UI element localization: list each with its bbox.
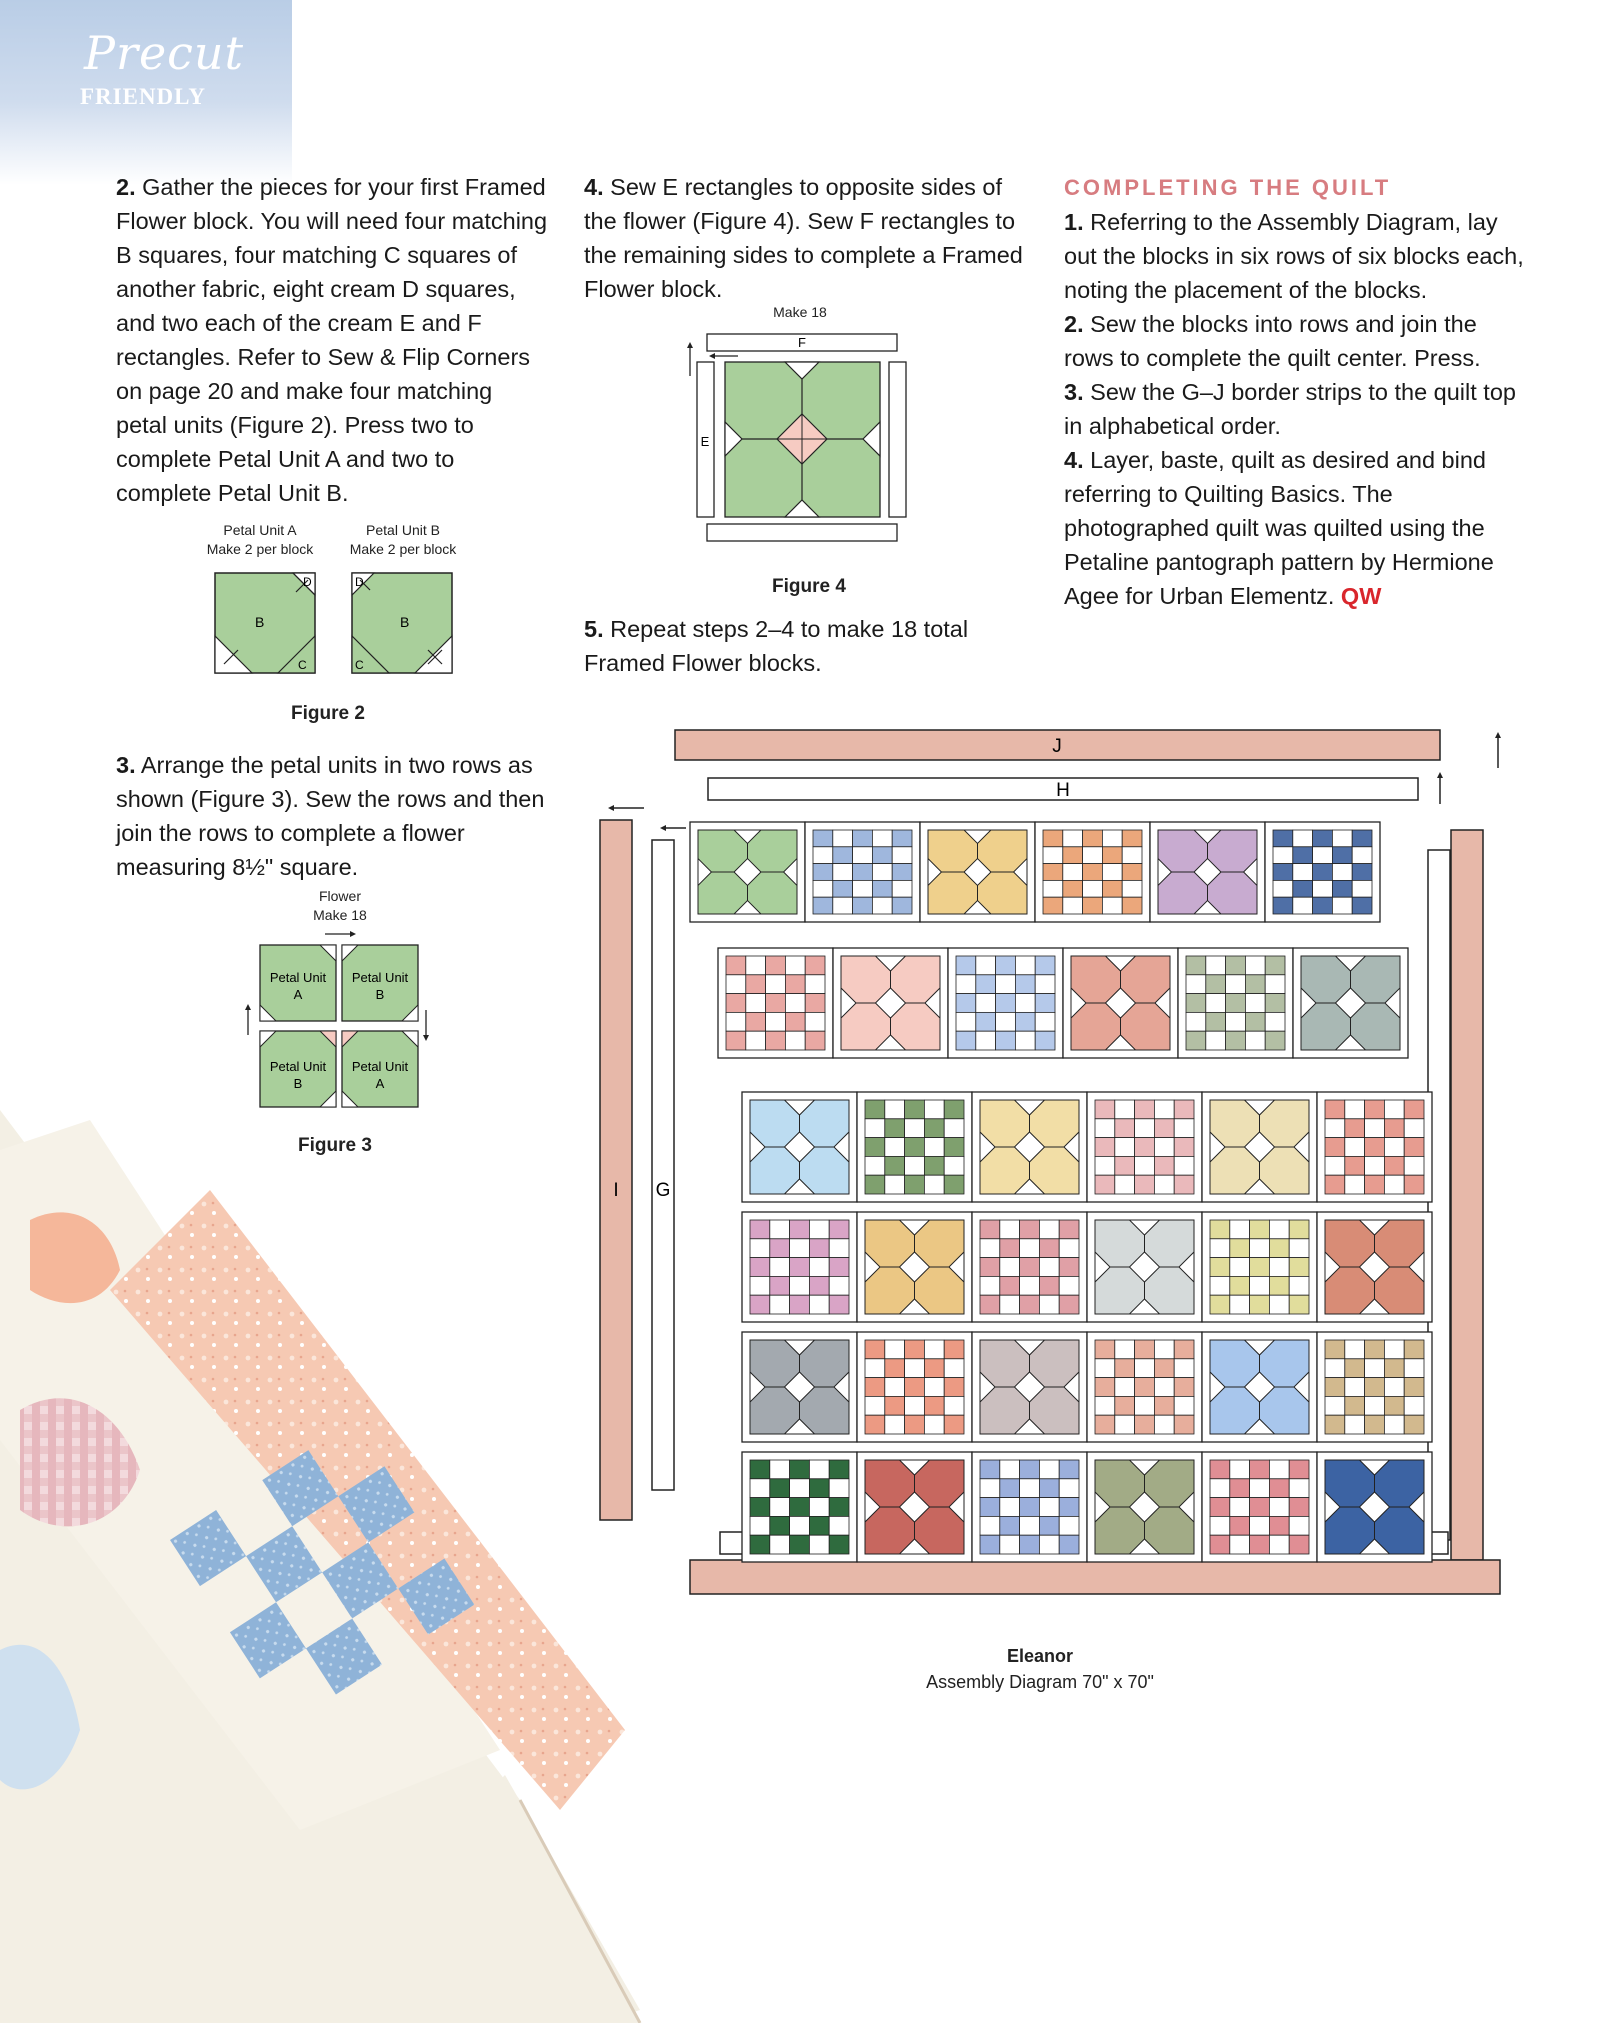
block-nine-patch xyxy=(1202,1212,1317,1322)
c-step-4-text: Layer, baste, quilt as desired and bind referring to Quilting Basics. The photographed quilt was quilted using the Petaline pantograph pattern by Hermione Agee for Urban Elementz. xyxy=(1064,447,1494,609)
fig2-unit-b-title: Petal Unit B xyxy=(366,522,440,538)
border-i-left xyxy=(600,820,632,1520)
fig4-label-e: E xyxy=(700,434,710,449)
fig3-title: Flower xyxy=(318,888,361,904)
fig3-ua-line2: A xyxy=(293,987,303,1002)
block-nine-patch xyxy=(857,1332,972,1442)
header-banner xyxy=(0,0,292,185)
block-nine-patch xyxy=(718,948,833,1058)
column-2-step-4 xyxy=(584,170,1024,306)
block-framed-flower xyxy=(833,948,948,1058)
fig3-caption-top xyxy=(270,887,410,925)
header-label: FRIENDLY xyxy=(80,84,207,109)
fig4-make: Make 18 xyxy=(773,304,827,320)
fig4-label-f: F xyxy=(798,335,806,350)
figure-4-caption: Figure 4 xyxy=(772,576,846,597)
border-label-j: J xyxy=(1052,736,1062,757)
c-step-1-number: 1. xyxy=(1064,209,1084,235)
block-framed-flower xyxy=(1150,822,1265,922)
fig2-unit-a-caption xyxy=(190,521,330,559)
step-4-text: Sew E rectangles to opposite sides of the flower (Figure 4). Sew F rectangles to the remaining sides to complete a Framed Flower block. xyxy=(584,174,1023,302)
block-nine-patch xyxy=(972,1212,1087,1322)
petal-unit-a xyxy=(215,573,315,673)
block-framed-flower xyxy=(1317,1452,1432,1562)
column-1-step-3 xyxy=(116,748,548,884)
assembly-diagram xyxy=(590,720,1520,1620)
block-framed-flower xyxy=(1087,1212,1202,1322)
fig2-unit-b-make: Make 2 per block xyxy=(349,541,457,557)
block-framed-flower xyxy=(972,1332,1087,1442)
assembly-block-grid xyxy=(690,822,1432,1562)
border-g-left xyxy=(652,840,674,1490)
fig3-ub2-line1: Petal Unit xyxy=(269,1059,327,1074)
block-framed-flower xyxy=(1202,1092,1317,1202)
fig3-unit-b-top xyxy=(342,945,418,1021)
block-framed-flower xyxy=(857,1452,972,1562)
block-nine-patch xyxy=(1178,948,1293,1058)
border-label-h: H xyxy=(1056,780,1070,801)
block-nine-patch xyxy=(972,1452,1087,1562)
block-framed-flower xyxy=(1202,1332,1317,1442)
petal-unit-b xyxy=(352,573,452,673)
c-step-1-text: Referring to the Assembly Diagram, lay out the blocks in six rows of six blocks each, noting the placement of the blocks. xyxy=(1064,209,1524,303)
step-2-text: Gather the pieces for your first Framed Flower block. You will need four matching B squares, four matching C squares of another fabric, eight cream D squares, and two each of the cream E and F rectangles. Refer to Sew & Flip Corners on page 20 and make four matching petal units (Figure 2). Press two to complete Petal Unit A and two to complete Petal Unit B. xyxy=(116,174,548,506)
fig2-unit-a-make: Make 2 per block xyxy=(206,541,314,557)
border-i-right xyxy=(1451,830,1483,1560)
fig3-ua2-line2: A xyxy=(375,1076,385,1091)
step-5-number: 5. xyxy=(584,616,604,642)
block-framed-flower xyxy=(742,1092,857,1202)
fig3-ub-line1: Petal Unit xyxy=(351,970,409,985)
step-3-text: Arrange the petal units in two rows as shown (Figure 3). Sew the rows and then join the rows to complete a flower measuring 8½" square. xyxy=(116,752,545,880)
block-framed-flower xyxy=(690,822,805,922)
block-nine-patch xyxy=(1317,1332,1432,1442)
step-2-number: 2. xyxy=(116,174,136,200)
border-label-g: G xyxy=(655,1180,671,1201)
qw-signoff: QW xyxy=(1340,583,1382,609)
fig4-e-right xyxy=(889,362,906,517)
column-2-step-5 xyxy=(584,612,1024,680)
block-nine-patch xyxy=(742,1452,857,1562)
fig3-make: Make 18 xyxy=(313,907,367,923)
block-nine-patch xyxy=(1035,822,1150,922)
step-3-number: 3. xyxy=(116,752,136,778)
block-framed-flower xyxy=(972,1092,1087,1202)
fig3-ub-line2: B xyxy=(375,987,385,1002)
block-framed-flower xyxy=(1063,948,1178,1058)
block-framed-flower xyxy=(1087,1452,1202,1562)
fig3-unit-b-bottom xyxy=(260,1031,336,1107)
fig3-ub2-line2: B xyxy=(293,1076,303,1091)
block-framed-flower xyxy=(920,822,1035,922)
step-5-text: Repeat steps 2–4 to make 18 total Framed Flower blocks. xyxy=(584,616,969,676)
figure-2-diagram xyxy=(210,568,460,678)
fig2b-label-d: D xyxy=(355,575,364,589)
figure-2-caption: Figure 2 xyxy=(291,703,365,724)
quilt-photo xyxy=(0,1110,690,2023)
fig2-unit-b-caption xyxy=(333,521,473,559)
fig2a-label-c: C xyxy=(298,658,307,672)
border-j-bottom xyxy=(690,1560,1500,1594)
step-4-number: 4. xyxy=(584,174,604,200)
assembly-title: Eleanor xyxy=(1006,1646,1074,1666)
block-framed-flower xyxy=(742,1332,857,1442)
block-nine-patch xyxy=(805,822,920,922)
block-nine-patch xyxy=(1317,1092,1432,1202)
block-framed-flower xyxy=(1317,1212,1432,1322)
block-nine-patch xyxy=(1087,1092,1202,1202)
fig2b-label-b: B xyxy=(400,614,410,630)
fig2a-label-b: B xyxy=(255,614,265,630)
figure-3-caption: Figure 3 xyxy=(298,1135,372,1156)
c-step-2-text: Sew the blocks into rows and join the rows to complete the quilt center. Press. xyxy=(1064,311,1481,371)
header-script: Precut xyxy=(84,26,245,80)
column-1-step-2 xyxy=(116,170,548,510)
fig4-flower xyxy=(725,362,880,517)
figure-4-diagram xyxy=(685,326,925,556)
c-step-3-number: 3. xyxy=(1064,379,1084,405)
c-step-3-text: Sew the G–J border strips to the quilt top in alphabetical order. xyxy=(1064,379,1516,439)
block-framed-flower xyxy=(857,1212,972,1322)
block-nine-patch xyxy=(948,948,1063,1058)
fig2b-label-c: C xyxy=(355,658,364,672)
c-step-4-number: 4. xyxy=(1064,447,1084,473)
completing-heading: COMPLETING THE QUILT xyxy=(1064,175,1392,200)
fig3-unit-a-bottom xyxy=(342,1031,418,1107)
block-nine-patch xyxy=(1202,1452,1317,1562)
fig3-unit-a-top xyxy=(260,945,336,1021)
block-nine-patch xyxy=(742,1212,857,1322)
c-step-2-number: 2. xyxy=(1064,311,1084,337)
border-label-i: I xyxy=(613,1180,619,1201)
fig2-unit-a-title: Petal Unit A xyxy=(223,522,297,538)
block-nine-patch xyxy=(1265,822,1380,922)
fig2a-label-d: D xyxy=(303,575,312,589)
fig3-ua2-line1: Petal Unit xyxy=(351,1059,409,1074)
figure-3-diagram xyxy=(240,925,440,1115)
assembly-subtitle: Assembly Diagram 70" x 70" xyxy=(926,1672,1154,1692)
block-nine-patch xyxy=(857,1092,972,1202)
block-nine-patch xyxy=(1087,1332,1202,1442)
block-framed-flower xyxy=(1293,948,1408,1058)
fig4-f-bottom xyxy=(707,524,897,541)
fig3-ua-line1: Petal Unit xyxy=(269,970,327,985)
column-3-completing xyxy=(1064,170,1524,613)
